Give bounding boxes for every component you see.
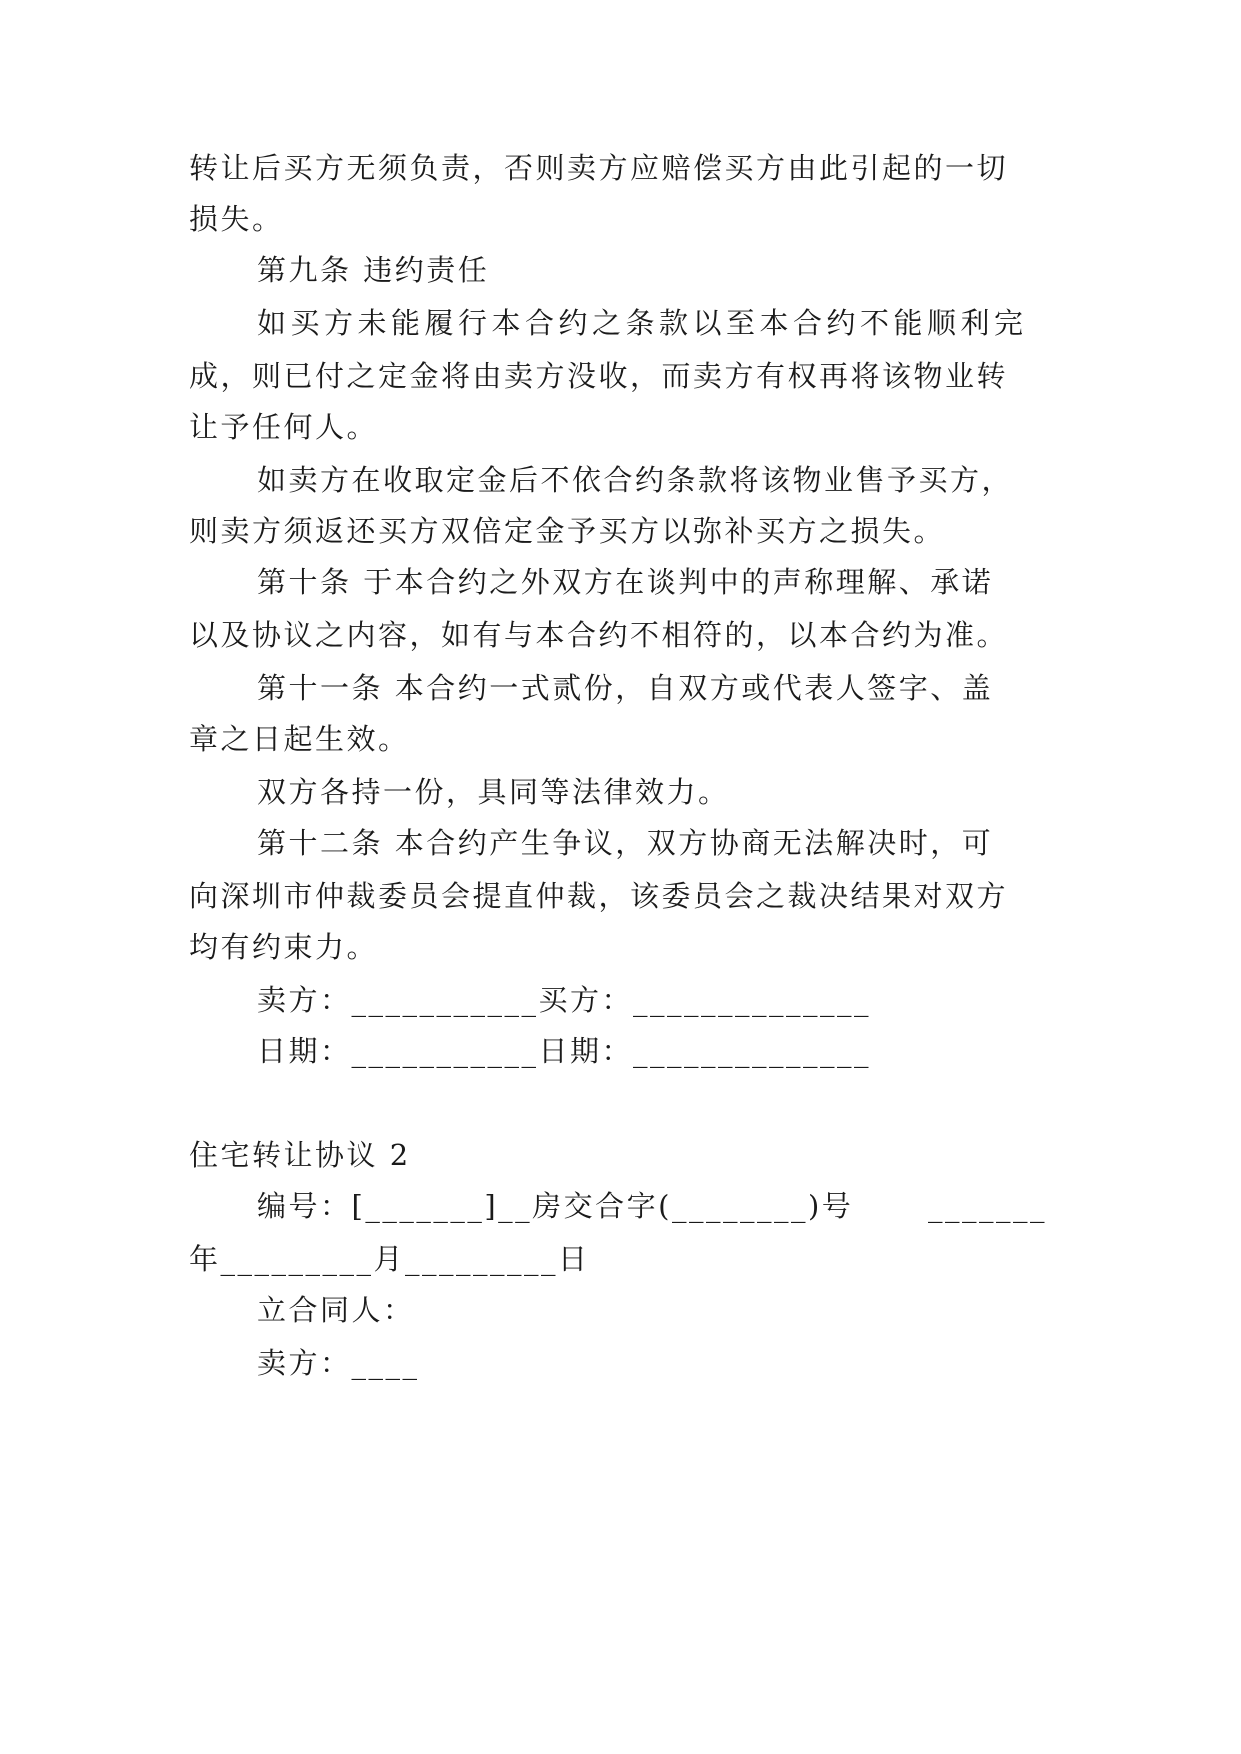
paragraph-line: 第十二条 本合约产生争议，双方协商无法解决时，可: [257, 826, 994, 860]
contract-number-line: 编号：[_______]__房交合字(________)号 _______: [257, 1189, 1047, 1223]
document-title-2: 住宅转让协议 2: [189, 1138, 411, 1172]
paragraph-line: 第十条 于本合约之外双方在谈判中的声称理解、承诺: [257, 565, 994, 599]
signature-line-parties: 卖方：___________买方：______________: [257, 983, 872, 1017]
paragraph-line: 让予任何人。: [189, 410, 379, 444]
paragraph-line: 均有约束力。: [189, 930, 379, 964]
section-heading-article-9: 第九条 违约责任: [257, 253, 490, 287]
paragraph-line: 双方各持一份，具同等法律效力。: [257, 775, 730, 809]
paragraph-line: 损失。: [189, 202, 284, 236]
paragraph-line: 向深圳市仲裁委员会提直仲裁，该委员会之裁决结果对双方: [189, 879, 1009, 913]
paragraph-line: 转让后买方无须负责，否则卖方应赔偿买方由此引起的一切: [189, 151, 1009, 185]
paragraph-line: 如买方未能履行本合约之条款以至本合约不能顺利完: [257, 306, 1028, 340]
paragraph-line: 则卖方须返还买方双倍定金予买方以弥补买方之损失。: [189, 514, 946, 548]
contracting-parties-label: 立合同人：: [257, 1293, 415, 1327]
paragraph-line: 成，则已付之定金将由卖方没收，而卖方有权再将该物业转: [189, 359, 1009, 393]
paragraph-line: 如卖方在收取定金后不依合约条款将该物业售予买方，: [257, 463, 1014, 497]
paragraph-line: 第十一条 本合约一式贰份，自双方或代表人签字、盖: [257, 671, 994, 705]
paragraph-line: 以及协议之内容，如有与本合约不相符的，以本合约为准。: [189, 618, 1009, 652]
signature-line-dates: 日期：___________日期：______________: [257, 1034, 872, 1068]
seller-line: 卖方：____: [257, 1346, 420, 1380]
paragraph-line: 章之日起生效。: [189, 722, 410, 756]
contract-date-line: 年_________月_________日: [189, 1242, 590, 1276]
